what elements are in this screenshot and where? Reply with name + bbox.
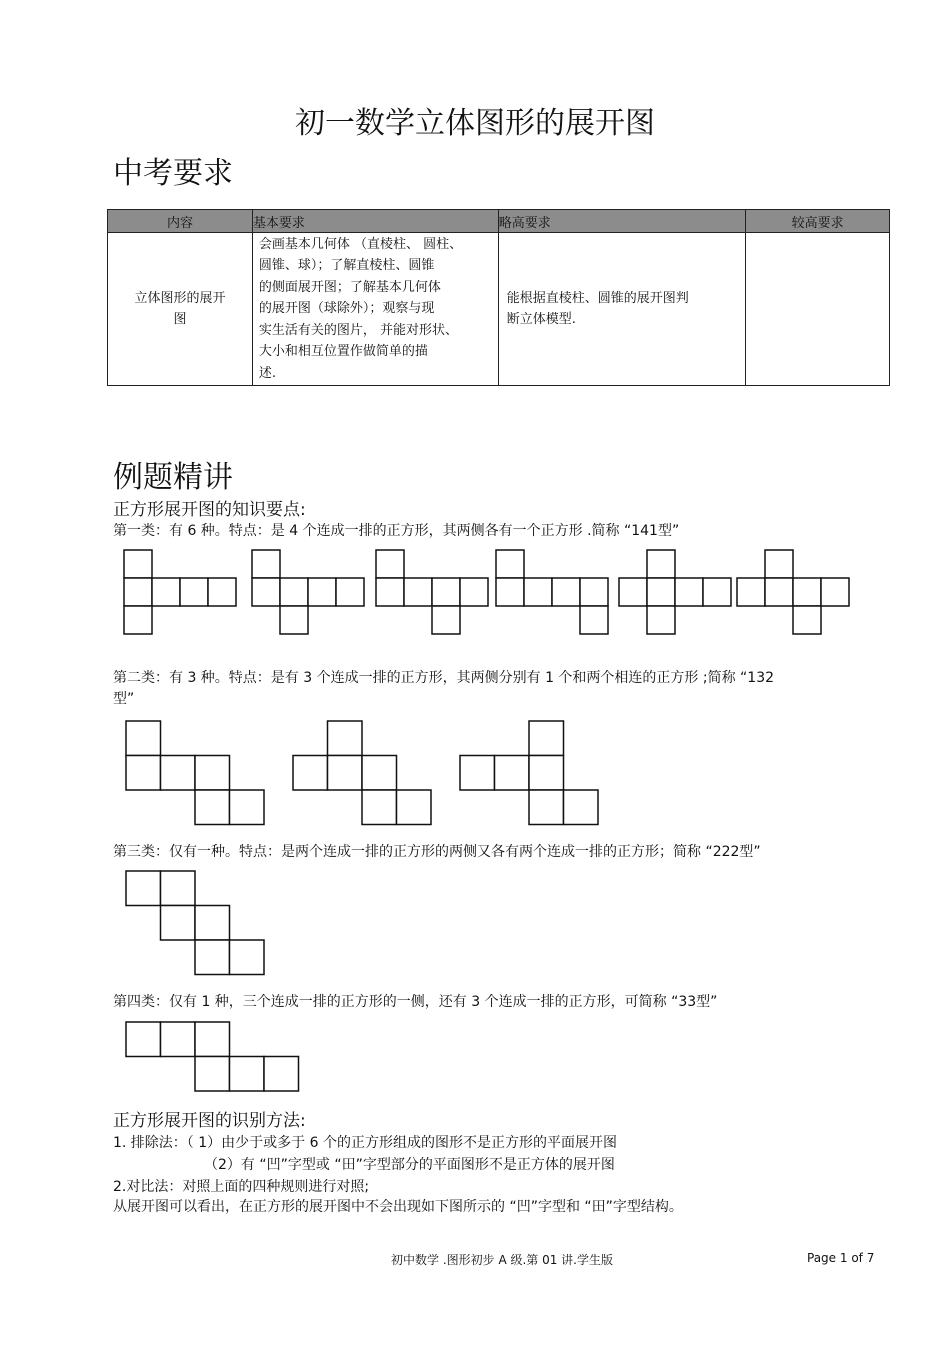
net-square <box>124 606 152 634</box>
net-132-3 <box>460 721 598 825</box>
net-33 <box>126 1022 299 1091</box>
net-square <box>495 756 530 791</box>
net-square <box>432 606 460 634</box>
cell-line: 能根据直棱柱、圆锥的展开图判 <box>506 290 689 306</box>
net-square <box>230 790 265 825</box>
net-square <box>124 550 152 578</box>
net-square <box>280 606 308 634</box>
net-square <box>404 578 432 606</box>
net-square <box>496 578 524 606</box>
net-square <box>124 578 152 606</box>
net-square <box>195 1057 230 1092</box>
net-square <box>362 756 397 791</box>
net-square <box>264 1057 299 1092</box>
method-line: 2.对比法：对照上面的四种规则进行对照; <box>113 1179 370 1195</box>
knowledge-heading: 正方形展开图的知识要点: <box>113 500 306 520</box>
net-square <box>737 578 765 606</box>
type3-text: 第三类：仅有一种。特点：是两个连成一排的正方形的两侧又各有两个连成一排的正方形；简称 “222型” <box>113 844 761 860</box>
section-heading-examples: 例题精讲 <box>113 460 233 495</box>
net-square <box>152 578 180 606</box>
net-square <box>765 550 793 578</box>
method-heading: 正方形展开图的识别方法: <box>113 1111 306 1131</box>
table-header-cell: 内容 <box>108 210 253 233</box>
page-number: Page 1 of 7 <box>807 1251 875 1265</box>
net-square <box>580 578 608 606</box>
net-square <box>765 578 793 606</box>
cell-line: 断立体模型. <box>506 312 576 327</box>
net-square <box>376 578 404 606</box>
type2-text-line2: 型” <box>113 691 135 707</box>
net-square <box>552 578 580 606</box>
net-square <box>195 906 230 941</box>
footer-text: 初中数学 .图形初步 A 级.第 01 讲.学生版 <box>391 1253 613 1267</box>
net-square <box>161 906 196 941</box>
cell-line: 大小和相互位置作做简单的描 <box>258 344 428 360</box>
net-222 <box>126 871 264 975</box>
cell-line: 会画基本几何体 （直棱柱、 圆柱、 <box>258 236 463 252</box>
net-square <box>793 578 821 606</box>
net-square <box>564 790 599 825</box>
net-square <box>161 756 196 791</box>
net-141-5 <box>619 550 731 634</box>
net-141-3 <box>376 550 488 634</box>
net-141-6 <box>737 550 849 634</box>
table-header-cell: 基本要求 <box>252 210 498 233</box>
net-square <box>647 578 675 606</box>
type4-text: 第四类：仅有 1 种，三个连成一排的正方形的一侧，还有 3 个连成一排的正方形，可简称 “33型” <box>113 994 718 1010</box>
net-square <box>230 1057 265 1092</box>
net-square <box>252 578 280 606</box>
net-132-2 <box>293 721 431 825</box>
cell-line: 圆锥、球）；了解直棱柱、圆锥 <box>258 258 435 274</box>
net-square <box>328 721 363 756</box>
net-141-2 <box>252 550 364 634</box>
type1-text: 第一类：有 6 种。特点：是 4 个连成一排的正方形，其两侧各有一个正方形 .简称 “141型” <box>113 523 680 539</box>
method-line: 从展开图可以看出，在正方形的展开图中不会出现如下图所示的 “凹”字型和 “田”字型结构。 <box>113 1199 683 1215</box>
net-square <box>793 606 821 634</box>
net-square <box>126 756 161 791</box>
net-square <box>397 790 432 825</box>
net-square <box>703 578 731 606</box>
net-132-1 <box>126 721 264 825</box>
net-square <box>180 578 208 606</box>
cell-line: 实生活有关的图片， 并能对形状、 <box>258 322 459 338</box>
method-line: （2）有 “凹”字型或 “田”字型部分的平面图形不是正方体的展开图 <box>204 1157 615 1173</box>
cell-line: 述. <box>258 365 277 381</box>
table-header-cell: 略高要求 <box>498 210 746 233</box>
net-square <box>328 756 363 791</box>
net-square <box>496 550 524 578</box>
net-square <box>161 871 196 906</box>
net-square <box>524 578 552 606</box>
net-square <box>336 578 364 606</box>
net-square <box>647 550 675 578</box>
net-square <box>308 578 336 606</box>
net-square <box>529 756 564 791</box>
table-header-cell: 较高要求 <box>746 210 890 233</box>
net-square <box>195 790 230 825</box>
net-square <box>161 1022 196 1057</box>
net-141-1 <box>124 550 236 634</box>
section-heading-requirements: 中考要求 <box>113 156 233 191</box>
method-line: 1. 排除法：（ 1）由少于或多于 6 个的正方形组成的图形不是正方形的平面展开图 <box>113 1135 617 1151</box>
net-square <box>230 940 265 975</box>
net-square <box>126 721 161 756</box>
net-square <box>580 606 608 634</box>
net-square <box>432 578 460 606</box>
net-square <box>619 578 647 606</box>
net-square <box>280 578 308 606</box>
net-square <box>195 940 230 975</box>
net-square <box>529 721 564 756</box>
cell-line: 图 <box>173 312 187 327</box>
net-square <box>821 578 849 606</box>
cell-line: 立体图形的展开 <box>134 290 226 306</box>
net-square <box>293 756 328 791</box>
cell-line: 的展开图（球除外）；观察与现 <box>258 301 435 317</box>
net-square <box>208 578 236 606</box>
net-square <box>252 550 280 578</box>
net-square <box>675 578 703 606</box>
net-square <box>529 790 564 825</box>
document-title: 初一数学立体图形的展开图 <box>295 106 655 141</box>
net-square <box>647 606 675 634</box>
net-square <box>460 578 488 606</box>
net-square <box>126 1022 161 1057</box>
net-square <box>460 756 495 791</box>
net-square <box>195 1022 230 1057</box>
cell-line: 的侧面展开图；了解基本几何体 <box>258 279 441 295</box>
net-square <box>126 871 161 906</box>
net-141-4 <box>496 550 608 634</box>
net-square <box>362 790 397 825</box>
net-square <box>195 756 230 791</box>
net-square <box>376 550 404 578</box>
type2-text-line1: 第二类：有 3 种。特点：是有 3 个连成一排的正方形，其两侧分别有 1 个和两个相连的正方形 ;简称 “132 <box>113 670 775 686</box>
